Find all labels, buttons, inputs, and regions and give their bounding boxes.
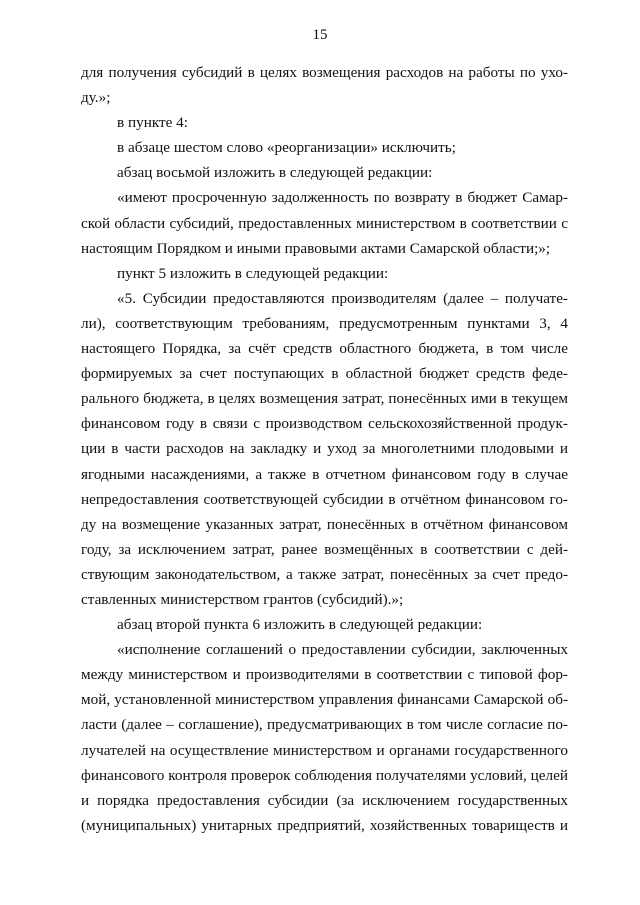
text-line: ции в части расходов на закладку и уход за многолетними плодовыми и bbox=[81, 440, 568, 458]
text-line: в абзаце шестом слово «реорганизации» исключить; bbox=[117, 139, 456, 157]
text-line: формируемых за счет поступающих в областной бюджет средств феде- bbox=[81, 365, 568, 383]
text-line: в пункте 4: bbox=[117, 114, 188, 132]
text-line: «имеют просроченную задолженность по возврату в бюджет Самар- bbox=[117, 189, 568, 207]
text-line: ской области субсидий, предоставленных министерством в соответствии с bbox=[81, 214, 568, 232]
text-line: абзац второй пункта 6 изложить в следующей редакции: bbox=[117, 616, 483, 634]
text-line: ставленных министерством грантов (субсидий).»; bbox=[81, 590, 404, 608]
text-line: «исполнение соглашений о предоставлении субсидии, заключенных bbox=[117, 641, 568, 659]
text-line: «5. Субсидии предоставляются производителям (далее – получате- bbox=[117, 289, 568, 307]
text-line: и порядка предоставления субсидии (за исключением государственных bbox=[81, 791, 568, 809]
text-line: лучателей на осуществление министерством и органами государственного bbox=[81, 741, 568, 759]
text-line: (муниципальных) унитарных предприятий, хозяйственных товариществ и bbox=[81, 816, 568, 834]
text-line: абзац восьмой изложить в следующей редакции: bbox=[117, 164, 433, 182]
text-line: ли), соответствующим требованиям, предусмотренным пунктами 3, 4 bbox=[81, 314, 568, 332]
text-line: пункт 5 изложить в следующей редакции: bbox=[117, 264, 389, 282]
text-line: мой, установленной министерством управления финансами Самарской об- bbox=[81, 691, 568, 709]
text-line: ласти (далее – соглашение), предусматривающих в том числе согласие по- bbox=[81, 716, 568, 734]
page-number: 15 bbox=[312, 27, 328, 43]
text-line: для получения субсидий в целях возмещения расходов на работы по ухо- bbox=[81, 64, 568, 81]
text-line: финансовом году в связи с производством сельскохозяйственной продук- bbox=[81, 415, 568, 433]
text-line: непредоставления соответствующей субсидии в отчётном финансовом го- bbox=[81, 490, 568, 508]
text-line: ствующим законодательством, а также затрат, понесённых за счет предо- bbox=[81, 565, 568, 583]
text-line: настоящим Порядком и иными правовыми актами Самарской области;»; bbox=[81, 239, 551, 257]
text-line: ду на возмещение указанных затрат, понесённых в отчётном финансовом bbox=[81, 515, 568, 533]
text-line: рального бюджета, в целях возмещения затрат, понесённых ими в текущем bbox=[81, 390, 568, 408]
document-body bbox=[81, 60, 568, 838]
text-line: ду.»; bbox=[81, 89, 111, 107]
text-line: финансового контроля проверок соблюдения получателями условий, целей bbox=[81, 766, 568, 784]
text-line: настоящего Порядка, за счёт средств областного бюджета, в том числе bbox=[81, 340, 568, 358]
text-line: ягодными насаждениями, а также в отчетном финансовом году в случае bbox=[81, 465, 568, 483]
text-line: году, за исключением затрат, ранее возмещённых в соответствии с дей- bbox=[81, 540, 568, 558]
text-line: между министерством и производителями в соответствии с типовой фор- bbox=[81, 666, 568, 684]
